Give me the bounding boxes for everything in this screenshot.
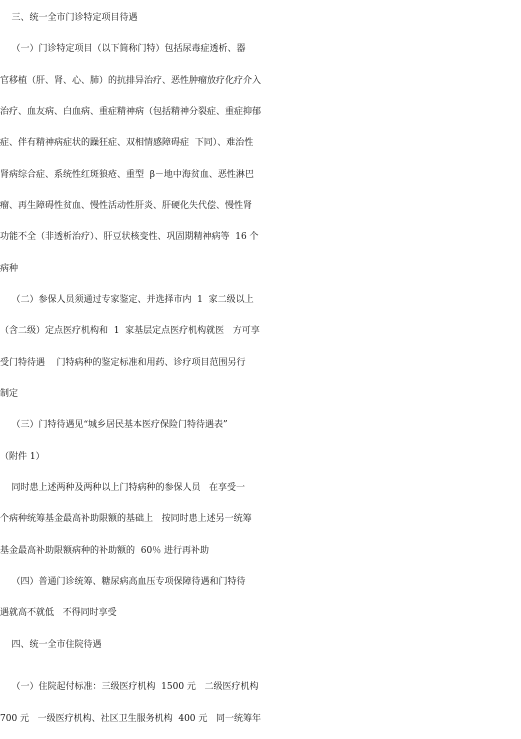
paragraph-1-line-4: 症、伴有精神病症状的躁狂症、双相情感障碍症 下同）、难治性 [0,138,254,148]
paragraph-2-line-4: 制定 [0,389,19,399]
paragraph-5-line-2: 遇就高不就低 不得同时享受 [0,608,117,618]
paragraph-2-line-2: （含二级）定点医疗机构和 1 家基层定点医疗机构就医 方可享 [0,326,260,336]
paragraph-4-line-2: 个病种统筹基金最高补助限额的基础上 按同时患上述另一统筹 [0,514,252,524]
paragraph-3-line-2: （附件 1） [0,452,45,462]
paragraph-6-line-1: （一）住院起付标准：三级医疗机构 1500 元 二级医疗机构 [0,682,259,692]
paragraph-2-line-1: （二）参保人员须通过专家鉴定、并选择市内 1 家二级以上 [0,295,254,305]
heading-section-4: 四、统一全市住院待遇 [0,640,102,650]
paragraph-1-line-7: 功能不全（非透析治疗）、肝豆状核变性、巩固期精神病等 16 个 [0,232,259,242]
paragraph-1-line-6: 瘤、再生障碍性贫血、慢性活动性肝炎、肝硬化失代偿、慢性肾 [0,201,253,211]
paragraph-2-line-3: 受门特待遇 门特病种的鉴定标准和用药、诊疗项目范围另行 [0,358,246,368]
paragraph-4-line-3: 基金最高补助限额病种的补助额的 60％ 进行再补助 [0,546,210,556]
heading-section-3: 三、统一全市门诊特定项目待遇 [0,13,138,23]
paragraph-6-line-2: 700 元 一级医疗机构、社区卫生服务机构 400 元 同一统筹年 [0,714,261,724]
paragraph-1-line-2: 官移植（肝、肾、心、肺）的抗排异治疗、恶性肿瘤放疗化疗介入 [0,76,262,86]
paragraph-1-line-5: 肾病综合症、系统性红斑狼疮、重型 β－地中海贫血、恶性淋巴 [0,170,254,180]
paragraph-1-line-3: 治疗、血友病、白血病、重症精神病（包括精神分裂症、重症抑郁 [0,107,262,117]
paragraph-3-line-1: （三）门特待遇见“城乡居民基本医疗保险门特待遇表” [0,420,228,430]
paragraph-1-line-8: 病种 [0,264,19,274]
paragraph-1-line-1: （一）门诊特定项目（以下简称门特）包括尿毒症透析、器 [0,44,246,54]
paragraph-4-line-1: 同时患上述两种及两种以上门特病种的参保人员 在享受一 [0,483,246,493]
paragraph-5-line-1: （四）普通门诊统筹、糖尿病高血压专项保障待遇和门特待 [0,577,246,587]
